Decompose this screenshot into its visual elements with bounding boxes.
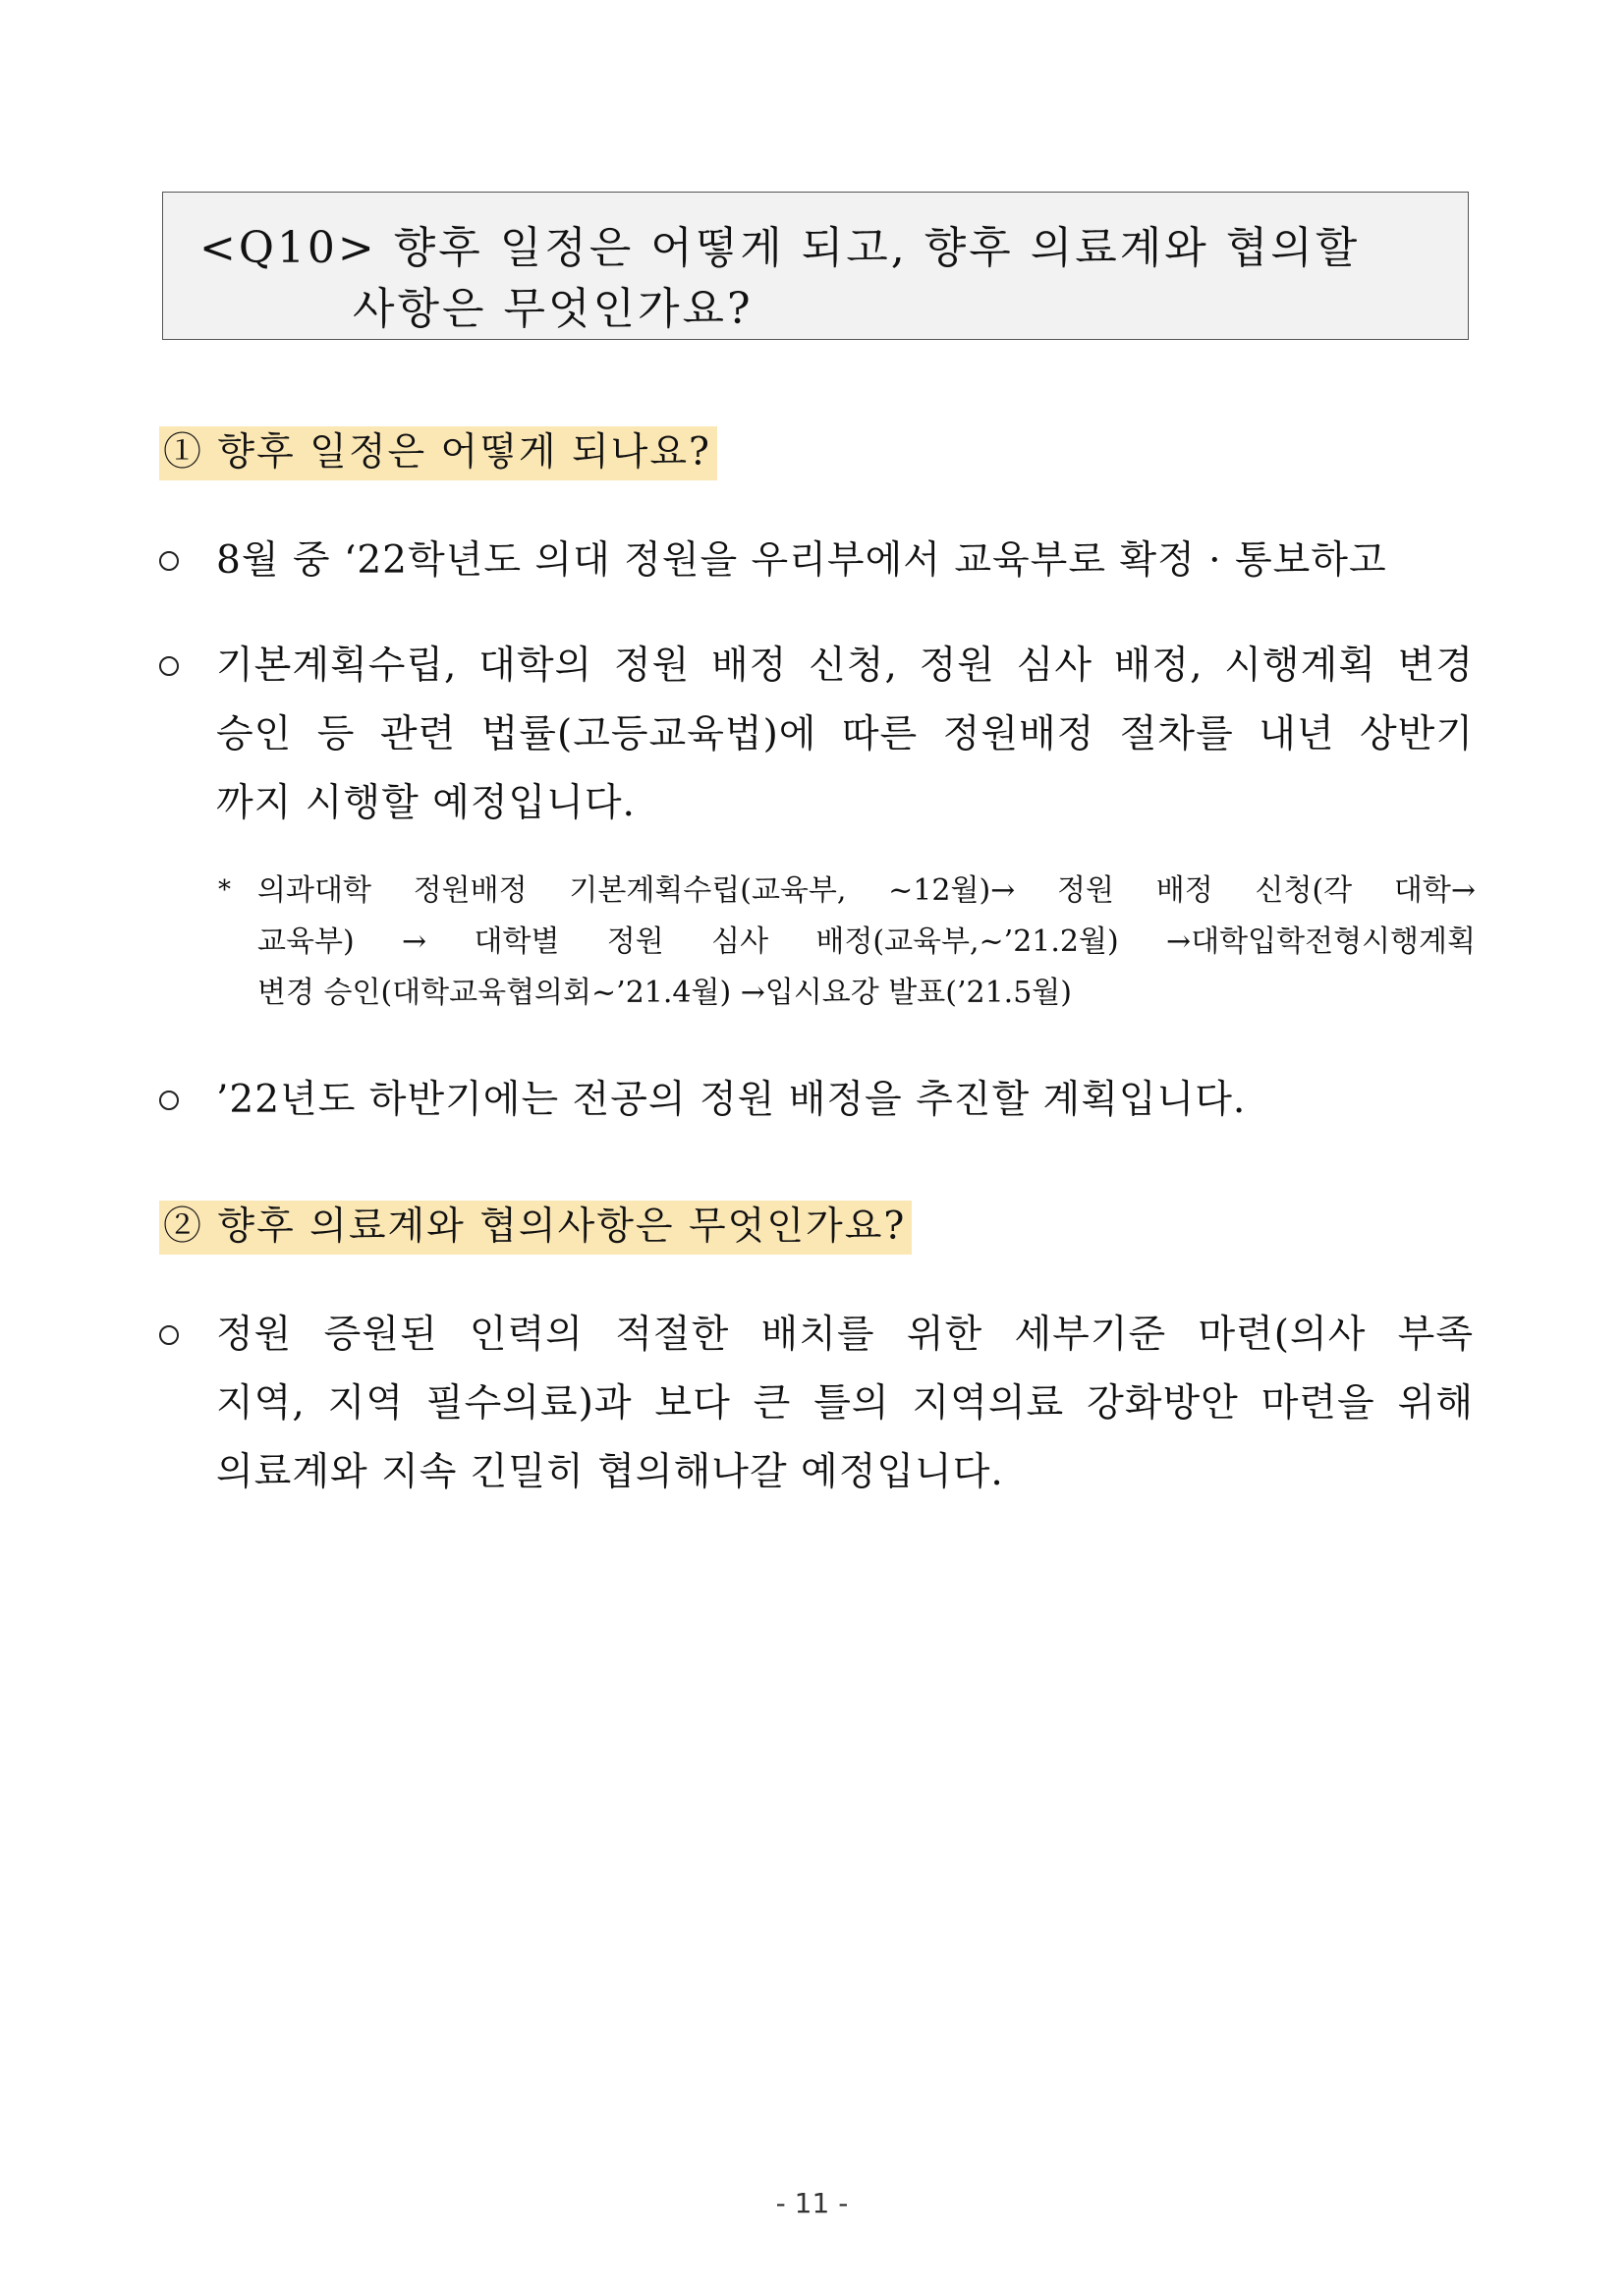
- section-2-paragraph-1: [159, 1313, 1476, 1509]
- footnote-star: *: [218, 875, 231, 905]
- question-title-line-1: <Q10> 향후 일정은 어떻게 되고, 향후 의료계와 협의할: [199, 223, 1361, 273]
- circle-bullet-icon: [159, 551, 179, 571]
- paragraph-line: 기본계획수립, 대학의 정원 배정 신청, 정원 심사 배정, 시행계획 변경: [216, 644, 1474, 688]
- section-2-heading: [159, 1204, 912, 1249]
- section-1-paragraph-2: [159, 644, 1476, 840]
- section-1-heading: [159, 430, 717, 475]
- section-1-heading-text: ① 향후 일정은 어떻게 되나요?: [159, 426, 717, 480]
- footnote-line: 교육부) → 대학별 정원 심사 배정(교육부,~’21.2월) →대학입학전형시행계획: [257, 924, 1476, 959]
- page-number: - 11 -: [775, 2187, 849, 2219]
- footnote-line: 의과대학 정원배정 기본계획수립(교육부, ~12월)→ 정원 배정 신청(각 대학→: [257, 873, 1476, 908]
- circle-bullet-icon: [159, 1325, 179, 1345]
- section-1-paragraph-3: [159, 1078, 1476, 1137]
- paragraph-line: ’22년도 하반기에는 전공의 정원 배정을 추진할 계획입니다.: [216, 1078, 1247, 1122]
- section-1-footnote: [218, 873, 1476, 1021]
- paragraph-line: 지역, 지역 필수의료)과 보다 큰 틀의 지역의료 강화방안 마련을 위해: [216, 1381, 1474, 1426]
- circle-bullet-icon: [159, 1091, 179, 1110]
- question-box: [162, 192, 1469, 340]
- paragraph-line: 8월 중 ‘22학년도 의대 정원을 우리부에서 교육부로 확정 · 통보하고: [216, 538, 1387, 583]
- section-1-paragraph-1: [159, 538, 1476, 597]
- section-2-heading-text: ② 향후 의료계와 협의사항은 무엇인가요?: [159, 1201, 912, 1255]
- circle-bullet-icon: [159, 656, 179, 676]
- footnote-line: 변경 승인(대학교육협의회~’21.4월) →입시요강 발표(’21.5월): [257, 976, 1072, 1010]
- question-title-line-2: 사항은 무엇인가요?: [353, 284, 754, 334]
- paragraph-line: 정원 증원된 인력의 적절한 배치를 위한 세부기준 마련(의사 부족: [216, 1313, 1474, 1357]
- paragraph-line: 승인 등 관련 법률(고등교육법)에 따른 정원배정 절차를 내년 상반기: [216, 712, 1474, 756]
- paragraph-line: 의료계와 지속 긴밀히 협의해나갈 예정입니다.: [216, 1450, 1004, 1494]
- paragraph-line: 까지 시행할 예정입니다.: [216, 781, 636, 825]
